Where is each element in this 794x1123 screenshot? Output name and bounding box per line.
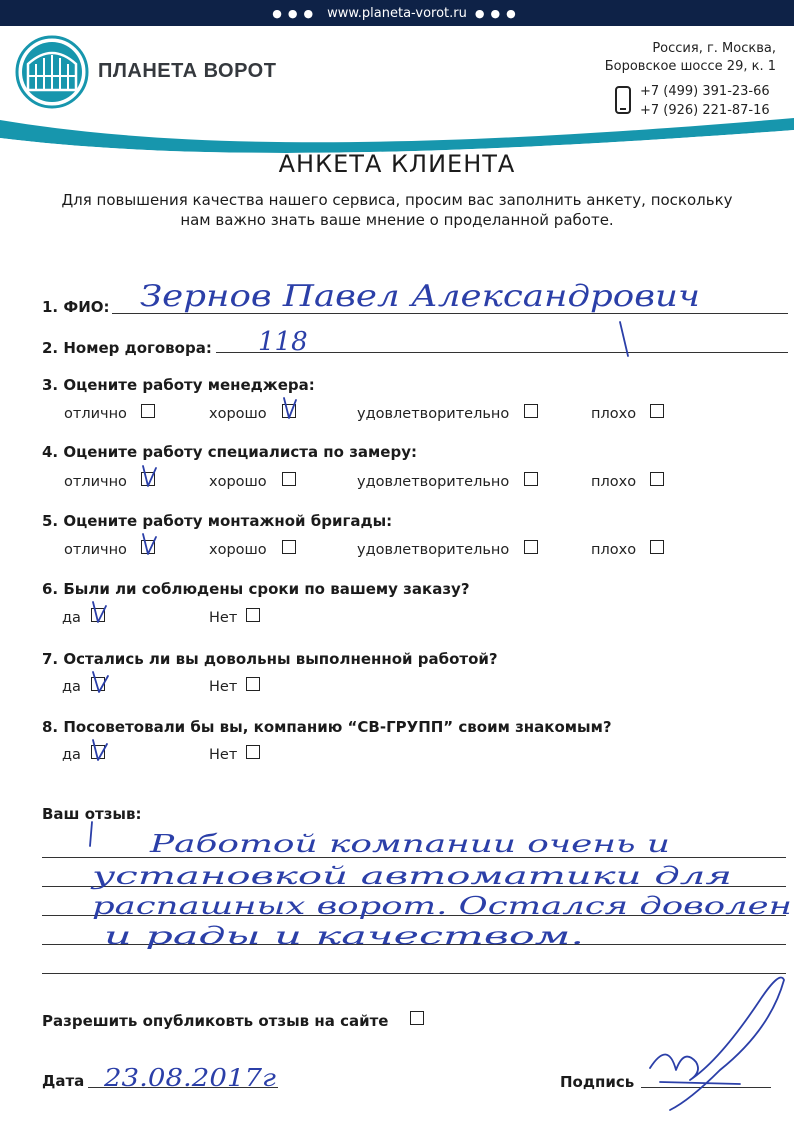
signature-line[interactable] <box>641 1087 771 1088</box>
q7-option-no: Нет <box>209 679 238 695</box>
q6-checkbox-no[interactable] <box>246 608 260 622</box>
header-topbar <box>0 0 794 26</box>
q3-option-good: хорошо <box>209 406 267 422</box>
handwritten-review-line: и рады и качеством. <box>104 922 584 950</box>
address-line: Боровское шоссе 29, к. 1 <box>604 59 776 74</box>
pen-stroke <box>90 822 92 846</box>
q3-label: 3. Оцените работу менеджера: <box>42 376 315 394</box>
q5-option-satisfactory: удовлетворительно <box>357 542 510 558</box>
intro-line: Для повышения качества нашего сервиса, просим вас заполнить анкету, поскольку <box>61 191 733 209</box>
dots-decoration: ●●● <box>474 6 522 20</box>
gate-logo-icon <box>14 34 90 110</box>
q4-label: 4. Оцените работу специалиста по замеру: <box>42 443 417 461</box>
q3-option-excellent: отлично <box>64 406 127 422</box>
pen-stroke <box>620 322 628 356</box>
phones <box>640 82 770 120</box>
handwritten-review-line: установкой автоматики для <box>90 862 733 890</box>
q4-option-satisfactory: удовлетворительно <box>357 474 510 490</box>
handwritten-fio: Зернов Павел Александрович <box>140 279 700 314</box>
q5-checkbox-good[interactable] <box>282 540 296 554</box>
q3-checkbox-satisfactory[interactable] <box>524 404 538 418</box>
review-line[interactable] <box>42 915 786 916</box>
form-intro <box>30 190 764 230</box>
review-line[interactable] <box>42 886 786 887</box>
fio-line[interactable] <box>112 313 788 314</box>
form-title: АНКЕТА КЛИЕНТА <box>278 150 516 178</box>
review-label: Ваш отзыв: <box>42 805 142 823</box>
q7-option-yes: да <box>62 679 81 695</box>
handwritten-review-line: Работой компании очень и <box>148 830 671 858</box>
phone-number[interactable]: +7 (499) 391-23-66 <box>640 84 770 99</box>
q3-option-poor: плохо <box>591 406 637 422</box>
q4-checkbox-good[interactable] <box>282 472 296 486</box>
q5-checkbox-excellent[interactable] <box>141 540 155 554</box>
q6-label: 6. Были ли соблюдены сроки по вашему заказу? <box>42 580 470 598</box>
q2-label: 2. Номер договора: <box>42 339 212 357</box>
handwritten-contract-number: 118 <box>258 327 308 357</box>
review-line[interactable] <box>42 857 786 858</box>
q8-option-yes: да <box>62 747 81 763</box>
q1-label: 1. ФИО: <box>42 298 110 316</box>
q8-checkbox-no[interactable] <box>246 745 260 759</box>
q3-option-satisfactory: удовлетворительно <box>357 406 510 422</box>
q4-checkbox-poor[interactable] <box>650 472 664 486</box>
phone-icon <box>614 86 632 114</box>
q3-checkbox-excellent[interactable] <box>141 404 155 418</box>
phone-number[interactable]: +7 (926) 221-87-16 <box>640 103 770 118</box>
q4-checkbox-excellent[interactable] <box>141 472 155 486</box>
q8-label: 8. Посоветовали бы вы, компанию “СВ-ГРУПП” своим знакомым? <box>42 718 612 736</box>
q5-option-poor: плохо <box>591 542 637 558</box>
website-link[interactable]: www.planeta-vorot.ru <box>327 5 467 21</box>
logo-text: ПЛАНЕТА ВОРОТ <box>98 60 277 82</box>
q6-option-yes: да <box>62 610 81 626</box>
q7-checkbox-yes[interactable] <box>91 677 105 691</box>
q4-checkbox-satisfactory[interactable] <box>524 472 538 486</box>
q7-label: 7. Остались ли вы довольны выполненной работой? <box>42 650 498 668</box>
dots-decoration: ●●● <box>272 6 320 20</box>
signature-icon <box>650 978 784 1111</box>
handwritten-date: 23.08.2017г <box>102 1064 277 1092</box>
q7-checkbox-no[interactable] <box>246 677 260 691</box>
address <box>605 40 776 76</box>
q3-checkbox-poor[interactable] <box>650 404 664 418</box>
q3-checkbox-good[interactable] <box>282 404 296 418</box>
q5-label: 5. Оцените работу монтажной бригады: <box>42 512 393 530</box>
q4-option-poor: плохо <box>591 474 637 490</box>
intro-line: нам важно знать ваше мнение о проделанной работе. <box>180 211 614 229</box>
review-line[interactable] <box>42 973 786 974</box>
publish-label: Разрешить опубликовть отзыв на сайте <box>42 1012 389 1030</box>
q4-option-excellent: отлично <box>64 474 127 490</box>
q5-checkbox-satisfactory[interactable] <box>524 540 538 554</box>
date-line[interactable] <box>88 1087 278 1088</box>
q8-checkbox-yes[interactable] <box>91 745 105 759</box>
q6-option-no: Нет <box>209 610 238 626</box>
publish-checkbox[interactable] <box>410 1011 424 1025</box>
q5-option-excellent: отлично <box>64 542 127 558</box>
q5-option-good: хорошо <box>209 542 267 558</box>
contract-line[interactable] <box>216 352 788 353</box>
date-label: Дата <box>42 1072 85 1090</box>
q6-checkbox-yes[interactable] <box>91 608 105 622</box>
q4-option-good: хорошо <box>209 474 267 490</box>
signature-label: Подпись <box>560 1073 635 1091</box>
address-line: Россия, г. Москва, <box>652 41 776 56</box>
q5-checkbox-poor[interactable] <box>650 540 664 554</box>
review-line[interactable] <box>42 944 786 945</box>
q8-option-no: Нет <box>209 747 238 763</box>
handwritten-review-line: распашных ворот. Остался доволен <box>92 892 792 920</box>
